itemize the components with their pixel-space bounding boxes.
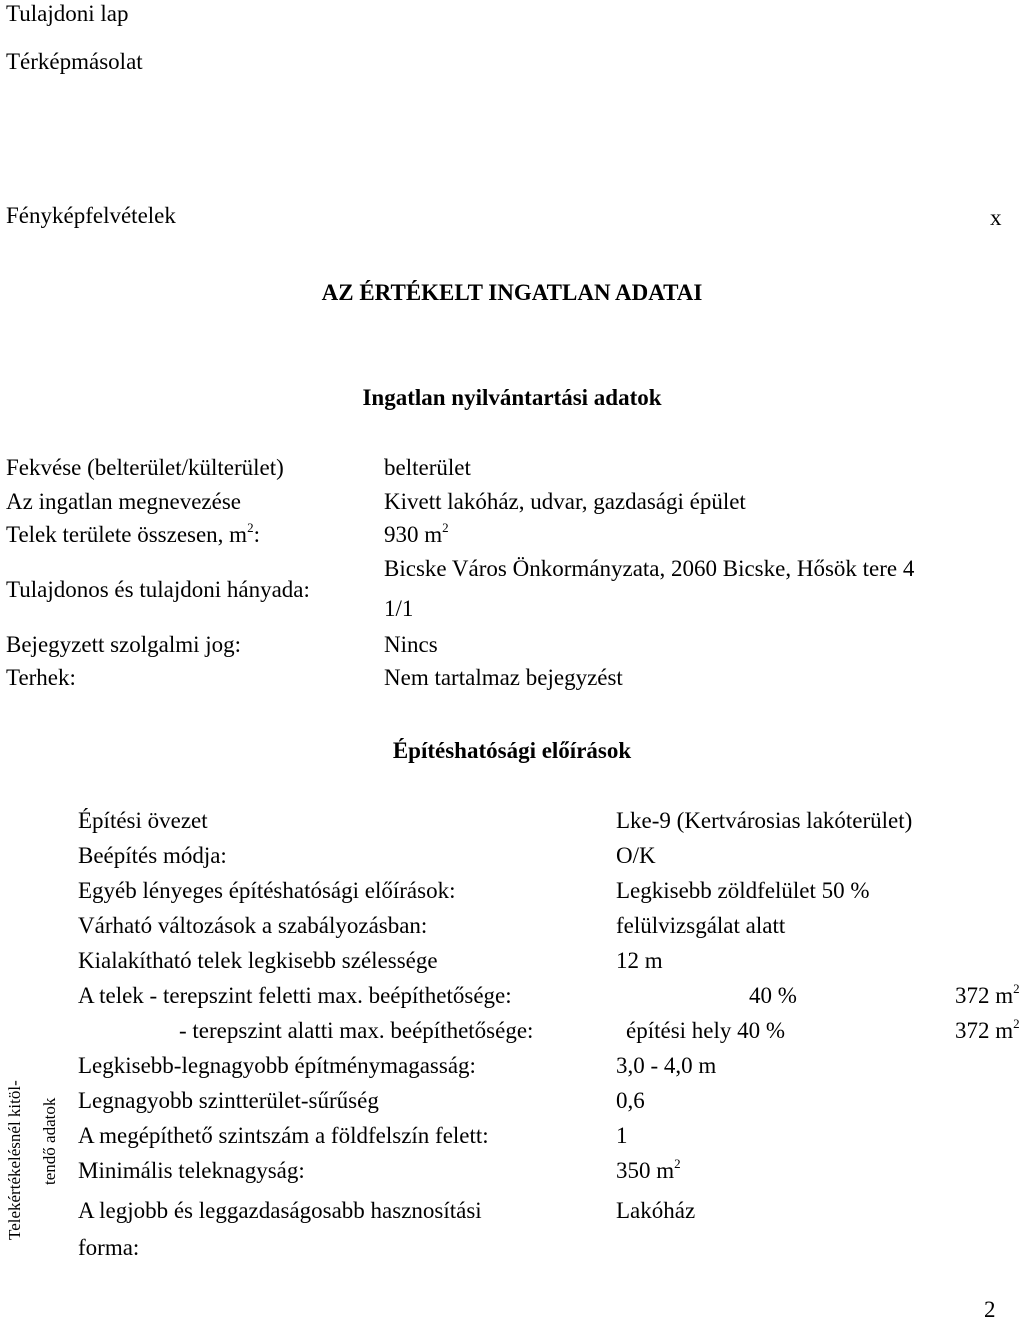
building-extra-feletti <box>955 982 1020 1010</box>
terulet-value-sup: 2 <box>442 520 449 536</box>
building-extra-alatti <box>955 1017 1020 1045</box>
registry-label-fekvese: Fekvése (belterület/külterület) <box>6 455 284 480</box>
building-label-alatti: - terepszint alatti max. beépíthetősége: <box>179 1018 534 1043</box>
alatti-extra-sup: 2 <box>1013 1016 1020 1032</box>
registry-value-hanyad: 1/1 <box>384 596 414 621</box>
registry-label-szolgalmi: Bejegyzett szolgalmi jog: <box>6 632 242 657</box>
registry-value-fekvese: belterület <box>384 455 471 480</box>
building-value-beepites-modja: O/K <box>616 843 656 868</box>
building-value-teleknagysag <box>616 1157 681 1185</box>
alatti-extra-text: 372 m <box>955 1018 1014 1043</box>
terulet-label-colon: : <box>253 522 260 547</box>
feletti-extra-sup: 2 <box>1013 981 1020 997</box>
feletti-extra-text: 372 m <box>955 983 1014 1008</box>
registry-label-terulet <box>6 521 260 549</box>
registry-value-terhek: Nem tartalmaz bejegyzést <box>384 665 623 690</box>
building-label-teleknagysag: Minimális teleknagyság: <box>78 1158 305 1183</box>
header-fenykepfelvetelek: Fényképfelvételek <box>6 203 176 228</box>
building-value-alatti: építési hely 40 % <box>626 1018 786 1043</box>
registry-value-megnevezes: Kivett lakóház, udvar, gazdasági épület <box>384 489 746 514</box>
building-value-suruseg: 0,6 <box>616 1088 645 1113</box>
registry-label-tulajdonos: Tulajdonos és tulajdoni hányada: <box>6 577 310 602</box>
building-heading: Építéshatósági előírások <box>392 738 632 763</box>
teleknagysag-value-text: 350 m <box>616 1158 675 1183</box>
building-label-szelesseg: Kialakítható telek legkisebb szélessége <box>78 948 438 973</box>
building-value-ovezet: Lke-9 (Kertvárosias lakóterület) <box>616 808 913 833</box>
registry-value-szolgalmi: Nincs <box>384 632 438 657</box>
building-label-beepites-modja: Beépítés módja: <box>78 843 227 868</box>
side-label-adatok: tendő adatok <box>40 1097 59 1185</box>
building-label-feletti: A telek - terepszint feletti max. beépíthetősége: <box>78 983 512 1008</box>
page-title: AZ ÉRTÉKELT INGATLAN ADATAI <box>321 280 703 305</box>
building-value-feletti: 40 % <box>749 983 797 1008</box>
registry-value-terulet <box>384 521 449 549</box>
registry-heading: Ingatlan nyilvántartási adatok <box>362 385 662 410</box>
building-label-szintszam: A megépíthető szintszám a földfelszín felett: <box>78 1123 489 1148</box>
building-value-egyeb: Legkisebb zöldfelület 50 % <box>616 878 870 903</box>
building-label-varhato: Várható változások a szabályozásban: <box>78 913 428 938</box>
building-label-suruseg: Legnagyobb szintterület-sűrűség <box>78 1088 379 1113</box>
side-label-telekertekeles: Telekértékelésnél kitöl- <box>5 1080 24 1240</box>
building-value-varhato: felülvizsgálat alatt <box>616 913 786 938</box>
header-tulajdoni-lap: Tulajdoni lap <box>6 1 129 26</box>
building-value-szintszam: 1 <box>616 1123 628 1148</box>
fenykep-check-mark: x <box>990 205 1002 230</box>
building-label-ovezet: Építési övezet <box>78 808 208 833</box>
registry-value-tulajdonos: Bicske Város Önkormányzata, 2060 Bicske, Hősök tere 4 <box>384 556 915 581</box>
building-label-hasznositas: A legjobb és leggazdaságosabb hasznosítási <box>78 1198 482 1223</box>
registry-label-megnevezes: Az ingatlan megnevezése <box>6 489 241 514</box>
page-number: 2 <box>984 1297 996 1322</box>
building-label-egyeb: Egyéb lényeges építéshatósági előírások: <box>78 878 456 903</box>
building-label-magassag: Legkisebb-legnagyobb építménymagasság: <box>78 1053 476 1078</box>
registry-label-terhek: Terhek: <box>6 665 76 690</box>
building-value-hasznositas: Lakóház <box>616 1198 696 1223</box>
building-value-szelesseg: 12 m <box>616 948 663 973</box>
building-value-magassag: 3,0 - 4,0 m <box>616 1053 717 1078</box>
header-terkepmasolat: Térképmásolat <box>6 49 143 74</box>
teleknagysag-value-sup: 2 <box>674 1156 681 1172</box>
building-label-hasznositas-line2: forma: <box>78 1235 140 1260</box>
terulet-value-text: 930 m <box>384 522 443 547</box>
terulet-label-text: Telek területe összesen, m <box>6 522 248 547</box>
terulet-label-sup: 2 <box>247 520 254 536</box>
